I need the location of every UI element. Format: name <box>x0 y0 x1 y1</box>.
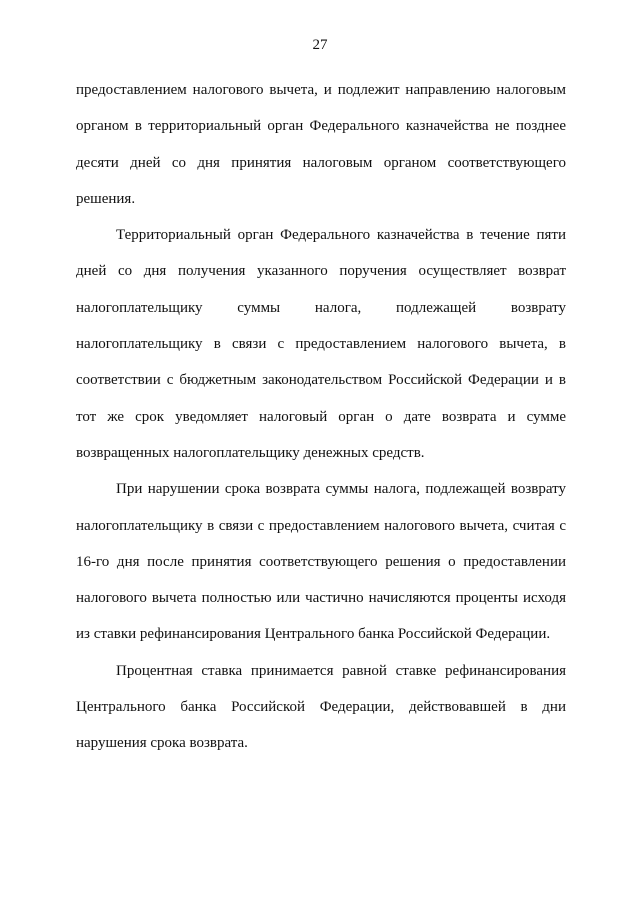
paragraph-continuation: предоставлением налогового вычета, и подлежит направлению налоговым органом в территориальный орган Федерального казначейства не позднее десяти дней со дня принятия налоговым органом соответствующего решения. <box>76 82 566 207</box>
document-body <box>76 72 566 762</box>
paragraph-treasury-refund: Территориальный орган Федерального казначейства в течение пяти дней со дня получения указанного поручения осуществляет возврат налогоплательщику суммы налога, подлежащей возврату налогоплательщику в связи с предоставлением налогового вычета, в соответствии с бюджетным законодательством Российской Федерации и в тот же срок уведомляет налоговый орган о дате возврата и сумме возвращенных налогоплательщику денежных средств. <box>76 227 566 461</box>
page-number: 27 <box>312 37 328 53</box>
paragraph-interest-accrual: При нарушении срока возврата суммы налога, подлежащей возврату налогоплательщику в связи с предоставлением налогового вычета, считая с 16-го дня после принятия соответствующего решения о предоставлении налогового вычета полностью или частично начисляются проценты исходя из ставки рефинансирования Центрального банка Российской Федерации. <box>76 481 566 643</box>
paragraph-interest-rate: Процентная ставка принимается равной ставке рефинансирования Центрального банка Российской Федерации, действовавшей в дни нарушения срока возврата. <box>76 662 566 752</box>
